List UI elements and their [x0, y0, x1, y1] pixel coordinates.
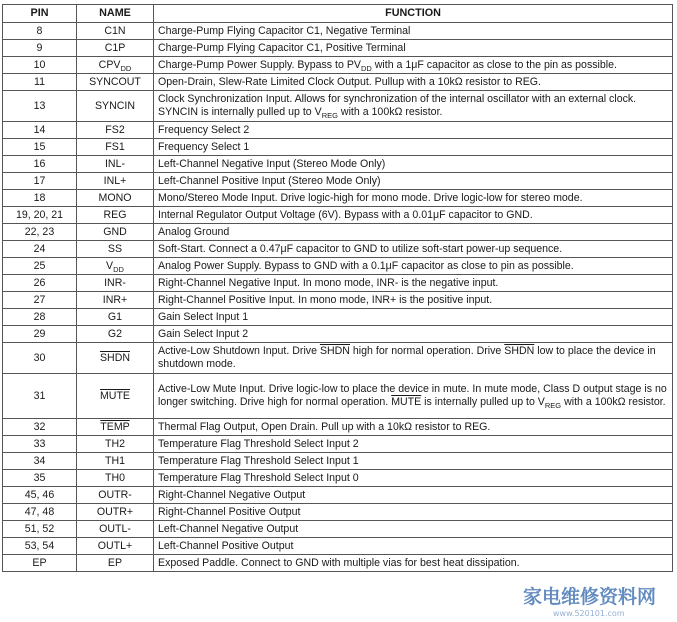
table-row	[3, 74, 673, 91]
pin-number: 30	[3, 343, 77, 374]
table-row	[3, 504, 673, 521]
pin-number: 9	[3, 40, 77, 57]
pin-function: Clock Synchronization Input. Allows for synchronization of the internal oscillator with an external clock. SYNCIN is internally pulled up to $V_{REG}$ with a 100kΩ resistor.	[154, 91, 673, 122]
pin-number: 25	[3, 258, 77, 275]
pin-function: Right-Channel Negative Input. In mono mode, INR- is the negative input.	[154, 275, 673, 292]
pin-function: Gain Select Input 1	[154, 309, 673, 326]
pin-function: Open-Drain, Slew-Rate Limited Clock Output. Pullup with a 10kΩ resistor to REG.	[154, 74, 673, 91]
pin-number: 47, 48	[3, 504, 77, 521]
pin-number: 15	[3, 139, 77, 156]
pin-name: SYNCOUT	[77, 74, 154, 91]
pin-number: 34	[3, 453, 77, 470]
pin-number: 18	[3, 190, 77, 207]
table-row	[3, 91, 673, 122]
table-row	[3, 57, 673, 74]
pin-name: SYNCIN	[77, 91, 154, 122]
header-function: FUNCTION	[154, 5, 673, 23]
pin-function-table	[2, 4, 673, 572]
pin-function: Right-Channel Positive Input. In mono mode, INR+ is the positive input.	[154, 292, 673, 309]
table-row	[3, 487, 673, 504]
pin-name: SS	[77, 241, 154, 258]
pin-function: Exposed Paddle. Connect to GND with multiple vias for best heat dissipation.	[154, 555, 673, 572]
pin-name: INL+	[77, 173, 154, 190]
pin-function: Gain Select Input 2	[154, 326, 673, 343]
table-row	[3, 241, 673, 258]
pin-number: 31	[3, 374, 77, 419]
pin-function: Temperature Flag Threshold Select Input 2	[154, 436, 673, 453]
pin-number: 11	[3, 74, 77, 91]
table-row	[3, 309, 673, 326]
pin-number: EP	[3, 555, 77, 572]
pin-function: Left-Channel Positive Output	[154, 538, 673, 555]
pin-function: Thermal Flag Output, Open Drain. Pull up with a 10kΩ resistor to REG.	[154, 419, 673, 436]
table-row	[3, 275, 673, 292]
pin-number: 45, 46	[3, 487, 77, 504]
pin-function: Temperature Flag Threshold Select Input 1	[154, 453, 673, 470]
pin-function: Charge-Pump Power Supply. Bypass to $PV_{DD}$ with a 1μF capacitor as close to the pin as possible.	[154, 57, 673, 74]
table-row	[3, 374, 673, 419]
pin-name: EP	[77, 555, 154, 572]
pin-name: TEMP	[77, 419, 154, 436]
pin-function: Frequency Select 1	[154, 139, 673, 156]
pin-name: MUTE	[77, 374, 154, 419]
pin-name: INR+	[77, 292, 154, 309]
pin-name: G2	[77, 326, 154, 343]
pin-number: 19, 20, 21	[3, 207, 77, 224]
pin-function: Left-Channel Negative Output	[154, 521, 673, 538]
table-row	[3, 343, 673, 374]
pin-name: TH1	[77, 453, 154, 470]
table-header-row	[3, 5, 673, 23]
table-row	[3, 453, 673, 470]
watermark-url: www.520101.com	[553, 609, 625, 618]
pin-name: OUTL-	[77, 521, 154, 538]
table-row	[3, 224, 673, 241]
table-row	[3, 258, 673, 275]
pin-name: G1	[77, 309, 154, 326]
pin-number: 53, 54	[3, 538, 77, 555]
pin-name: FS1	[77, 139, 154, 156]
pin-number: 26	[3, 275, 77, 292]
table-row	[3, 139, 673, 156]
table-row	[3, 292, 673, 309]
pin-name: SHDN	[77, 343, 154, 374]
pin-number: 33	[3, 436, 77, 453]
pin-function: Active-Low Mute Input. Drive logic-low to place the device in mute. In mute mode, Class D output stage is no longer switching. Drive high for normal operation. MUTE is internally pulled up to $V_{REG}$ with a 100kΩ resistor.	[154, 374, 673, 419]
pin-function: Active-Low Shutdown Input. Drive SHDN high for normal operation. Drive SHDN low to place the device in shutdown mode.	[154, 343, 673, 374]
pin-function: Charge-Pump Flying Capacitor C1, Negative Terminal	[154, 23, 673, 40]
pin-function: Charge-Pump Flying Capacitor C1, Positive Terminal	[154, 40, 673, 57]
pin-function: Soft-Start. Connect a 0.47μF capacitor to GND to utilize soft-start power-up sequence.	[154, 241, 673, 258]
pin-function: Frequency Select 2	[154, 122, 673, 139]
table-row	[3, 521, 673, 538]
pin-name: MONO	[77, 190, 154, 207]
pin-number: 8	[3, 23, 77, 40]
table-row	[3, 40, 673, 57]
pin-number: 14	[3, 122, 77, 139]
pin-number: 10	[3, 57, 77, 74]
table-row	[3, 23, 673, 40]
pin-name: OUTR-	[77, 487, 154, 504]
table-row	[3, 122, 673, 139]
pin-function: Analog Ground	[154, 224, 673, 241]
pin-name: INL-	[77, 156, 154, 173]
pin-number: 24	[3, 241, 77, 258]
pin-function: Right-Channel Negative Output	[154, 487, 673, 504]
pin-number: 35	[3, 470, 77, 487]
table-row	[3, 470, 673, 487]
table-row	[3, 207, 673, 224]
pin-function: Mono/Stereo Mode Input. Drive logic-high for mono mode. Drive logic-low for stereo mode.	[154, 190, 673, 207]
table-row	[3, 156, 673, 173]
pin-name: REG	[77, 207, 154, 224]
table-body	[3, 23, 673, 572]
pin-name: OUTR+	[77, 504, 154, 521]
table-row	[3, 419, 673, 436]
pin-name: INR-	[77, 275, 154, 292]
pin-function: Analog Power Supply. Bypass to GND with a 0.1μF capacitor as close to pin as possible.	[154, 258, 673, 275]
pin-name: $V_{DD}$	[77, 258, 154, 275]
pin-number: 51, 52	[3, 521, 77, 538]
pin-number: 29	[3, 326, 77, 343]
pin-function: Internal Regulator Output Voltage (6V). Bypass with a 0.01μF capacitor to GND.	[154, 207, 673, 224]
pin-name: GND	[77, 224, 154, 241]
header-name: NAME	[77, 5, 154, 23]
pin-number: 22, 23	[3, 224, 77, 241]
table-row	[3, 326, 673, 343]
table-row	[3, 555, 673, 572]
pin-name: OUTL+	[77, 538, 154, 555]
pin-function: Right-Channel Positive Output	[154, 504, 673, 521]
table-row	[3, 173, 673, 190]
pin-number: 16	[3, 156, 77, 173]
pin-name: $CPV_{DD}$	[77, 57, 154, 74]
pin-number: 28	[3, 309, 77, 326]
table-row	[3, 190, 673, 207]
pin-function: Left-Channel Negative Input (Stereo Mode Only)	[154, 156, 673, 173]
table-row	[3, 538, 673, 555]
pin-number: 32	[3, 419, 77, 436]
pin-number: 17	[3, 173, 77, 190]
watermark-text: 家电维修资料网	[523, 586, 657, 608]
pin-number: 27	[3, 292, 77, 309]
pin-name: C1N	[77, 23, 154, 40]
header-pin: PIN	[3, 5, 77, 23]
pin-name: TH0	[77, 470, 154, 487]
watermark-logo	[519, 583, 671, 619]
pin-name: FS2	[77, 122, 154, 139]
pin-name: TH2	[77, 436, 154, 453]
pin-name: C1P	[77, 40, 154, 57]
pin-number: 13	[3, 91, 77, 122]
table-row	[3, 436, 673, 453]
pin-function: Left-Channel Positive Input (Stereo Mode Only)	[154, 173, 673, 190]
pin-function: Temperature Flag Threshold Select Input 0	[154, 470, 673, 487]
